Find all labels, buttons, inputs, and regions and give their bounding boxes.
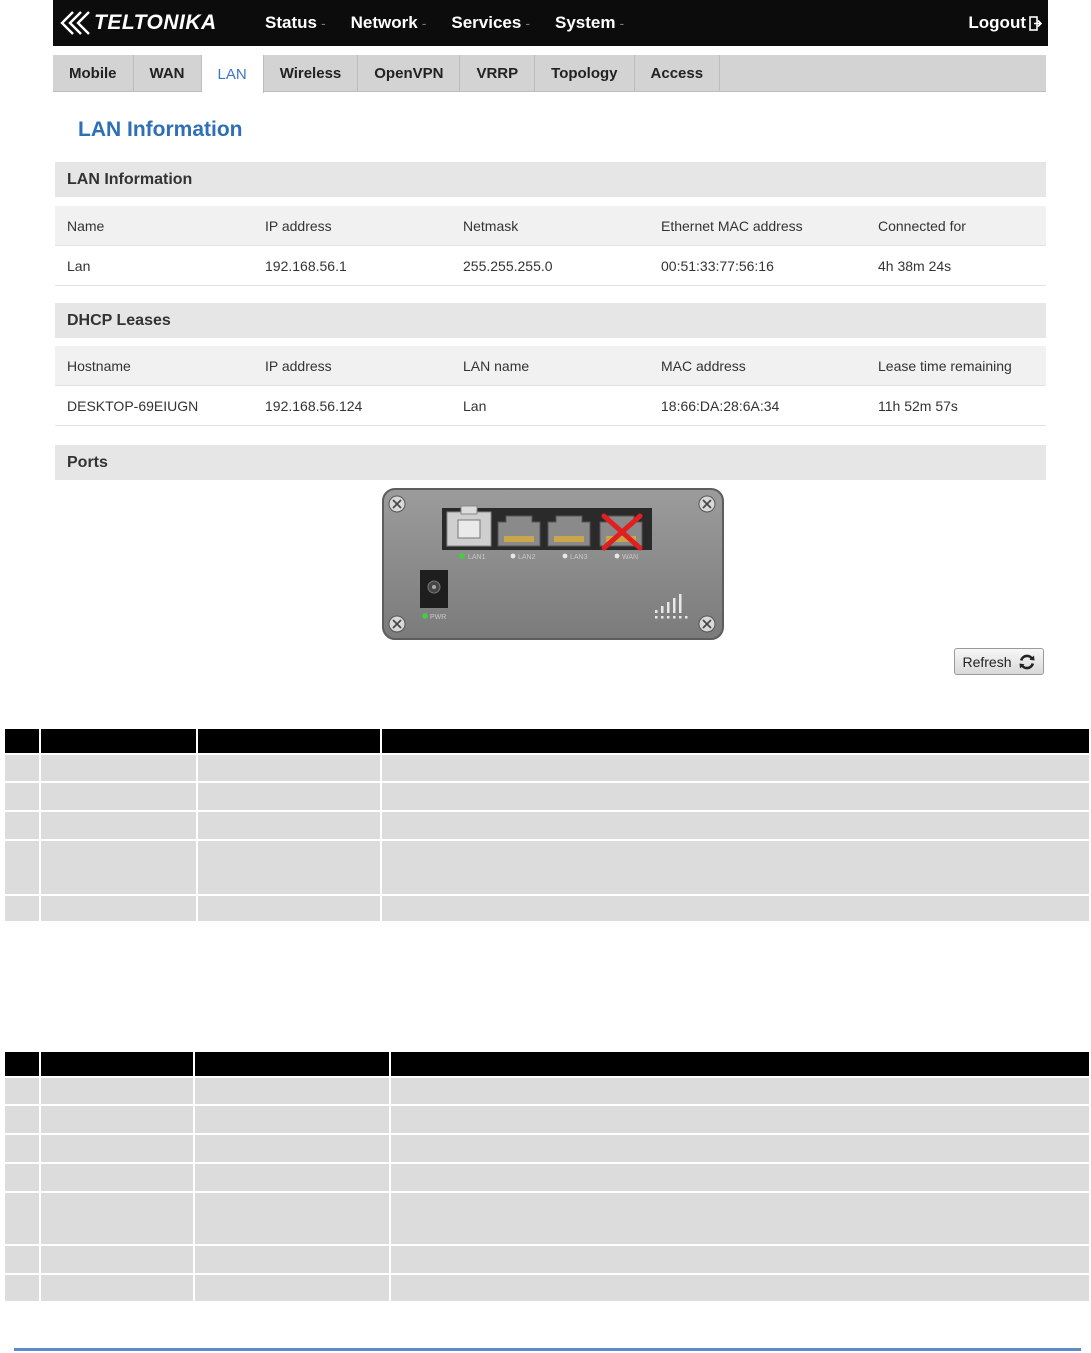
column-header: MAC address xyxy=(649,346,866,386)
document-table-1 xyxy=(5,729,1089,923)
table-cell: 11h 52m 57s xyxy=(866,386,1046,426)
refresh-button[interactable] xyxy=(954,648,1044,675)
table-cell: 18:66:DA:28:6A:34 xyxy=(649,386,866,426)
tab-access[interactable]: Access xyxy=(635,55,721,91)
table-row xyxy=(5,755,1089,783)
menu-services-label: Services xyxy=(451,13,522,32)
column-header: Netmask xyxy=(451,206,649,246)
top-navigation-bar xyxy=(53,0,1048,46)
main-menu xyxy=(264,0,648,46)
menu-services-caret: - xyxy=(525,15,531,31)
table-row xyxy=(5,812,1089,841)
table-cell: DESKTOP-69EIUGN xyxy=(55,386,253,426)
logout-button[interactable] xyxy=(968,0,1042,46)
table-cell: 192.168.56.124 xyxy=(253,386,451,426)
table-row xyxy=(5,1275,1089,1303)
table-row xyxy=(5,1106,1089,1135)
router-ports-illustration xyxy=(382,488,724,640)
table-cell: 00:51:33:77:56:16 xyxy=(649,246,866,286)
table-row xyxy=(5,841,1089,896)
column-header: Lease time remaining xyxy=(866,346,1046,386)
column-header: Name xyxy=(55,206,253,246)
menu-system-label: System xyxy=(555,13,616,32)
port-label-lan1: LAN1 xyxy=(468,554,486,561)
table-row xyxy=(5,896,1089,923)
table-header-row xyxy=(55,206,1046,246)
table-cell: 4h 38m 24s xyxy=(866,246,1046,286)
tab-wireless[interactable]: Wireless xyxy=(264,55,359,91)
table-row xyxy=(55,386,1046,426)
port-wan xyxy=(600,516,642,548)
lan-information-table xyxy=(55,206,1046,286)
table-cell: 192.168.56.1 xyxy=(253,246,451,286)
table-row xyxy=(55,246,1046,286)
column-header: Connected for xyxy=(866,206,1046,246)
table-cell: Lan xyxy=(451,386,649,426)
logo-chevrons-icon xyxy=(59,10,93,36)
menu-system-caret: - xyxy=(619,15,625,31)
column-header: IP address xyxy=(253,346,451,386)
menu-network-caret: - xyxy=(421,15,427,31)
menu-status-label: Status xyxy=(265,13,317,32)
menu-network-label: Network xyxy=(350,13,418,32)
refresh-label: Refresh xyxy=(962,653,1012,670)
column-header: LAN name xyxy=(451,346,649,386)
pwr-label: PWR xyxy=(430,614,447,621)
logout-icon xyxy=(1029,16,1042,31)
tab-vrrp[interactable]: VRRP xyxy=(460,55,535,91)
menu-status[interactable] xyxy=(264,0,340,46)
table-row xyxy=(5,1078,1089,1106)
logout-label: Logout xyxy=(968,13,1026,32)
table-row xyxy=(5,783,1089,812)
table-row xyxy=(5,1193,1089,1246)
table-header-row xyxy=(5,729,1089,755)
network-sub-tabs xyxy=(53,55,1046,92)
refresh-icon xyxy=(1018,653,1036,671)
dhcp-leases-header: DHCP Leases xyxy=(55,303,1046,338)
table-header-row xyxy=(55,346,1046,386)
tab-wan[interactable]: WAN xyxy=(134,55,202,91)
menu-network[interactable] xyxy=(350,0,441,46)
tab-lan[interactable]: LAN xyxy=(202,55,264,93)
tab-mobile[interactable]: Mobile xyxy=(53,55,134,91)
table-row xyxy=(5,1164,1089,1193)
table-cell: 255.255.255.0 xyxy=(451,246,649,286)
ports-header: Ports xyxy=(55,445,1046,480)
table-row xyxy=(5,1246,1089,1275)
port-label-wan: WAN xyxy=(622,554,639,561)
column-header: Hostname xyxy=(55,346,253,386)
table-cell: Lan xyxy=(55,246,253,286)
teltonika-logo[interactable] xyxy=(59,8,217,38)
column-header: Ethernet MAC address xyxy=(649,206,866,246)
menu-services[interactable] xyxy=(450,0,544,46)
tab-topology[interactable]: Topology xyxy=(535,55,634,91)
lan-information-header: LAN Information xyxy=(55,162,1046,197)
dhcp-leases-table xyxy=(55,346,1046,426)
menu-system[interactable] xyxy=(554,0,638,46)
column-header: IP address xyxy=(253,206,451,246)
table-header-row xyxy=(5,1052,1089,1078)
footer-divider xyxy=(14,1348,1081,1351)
page-title: LAN Information xyxy=(78,118,243,141)
port-label-lan3: LAN3 xyxy=(570,554,588,561)
brand-name: TELTONIKA xyxy=(94,11,217,34)
port-label-lan2: LAN2 xyxy=(518,554,536,561)
document-table-2 xyxy=(5,1052,1089,1303)
tab-openvpn[interactable]: OpenVPN xyxy=(358,55,460,91)
port-lan1 xyxy=(447,506,491,546)
menu-status-caret: - xyxy=(320,15,326,31)
table-row xyxy=(5,1135,1089,1164)
